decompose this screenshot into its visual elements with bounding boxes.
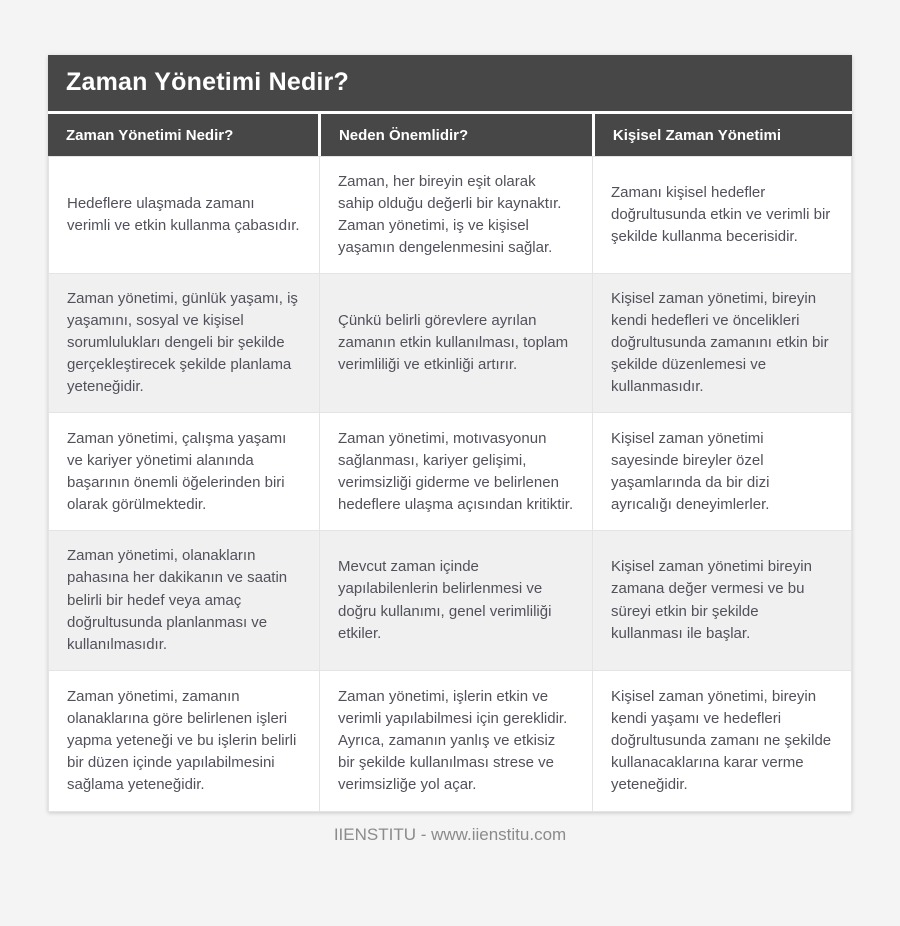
- table-cell: Kişisel zaman yönetimi, bireyin kendi yaşamı ve hedefleri doğrultusunda zamanı ne şekilde kullanacaklarına karar verme yeteneğidir.: [593, 670, 852, 812]
- table-cell: Kişisel zaman yönetimi bireyin zamana değer vermesi ve bu süreyi etkin bir şekilde kullanması ile başlar.: [593, 530, 852, 669]
- time-management-card: [48, 55, 852, 812]
- table-cell: Zaman yönetimi, olanakların pahasına her dakikanın ve saatin belirli bir hedef veya amaç doğrultusunda planlanması ve kullanılmasıdır.: [48, 530, 320, 669]
- table-cell: Zaman yönetimi, çalışma yaşamı ve kariyer yönetimi alanında başarının önemli öğelerinden biri olarak görülmektedir.: [48, 412, 320, 530]
- footer-branding: IIENSTITU - www.iienstitu.com: [333, 824, 567, 844]
- table-cell: Zaman, her bireyin eşit olarak sahip olduğu değerli bir kaynaktır. Zaman yönetimi, iş ve kişisel yaşamın dengelenmesini sağlar.: [320, 156, 593, 273]
- table-row: [48, 670, 852, 812]
- table-cell: Zamanı kişisel hedefler doğrultusunda etkin ve verimli bir şekilde kullanma becerisidir.: [593, 156, 852, 273]
- table-cell: Zaman yönetimi, işlerin etkin ve verimli yapılabilmesi için gereklidir. Ayrıca, zamanın yanlış ve etkisiz bir şekilde kullanılması strese ve verimsizliğe yol açar.: [320, 670, 593, 812]
- page-title: Zaman Yönetimi Nedir?: [48, 55, 852, 111]
- table-row: [48, 412, 852, 530]
- table-cell: Hedeflere ulaşmada zamanı verimli ve etkin kullanma çabasıdır.: [48, 156, 320, 273]
- table-cell: Zaman yönetimi, motıvasyonun sağlanması, kariyer gelişimi, verimsizliği giderme ve belirlenen hedeflere ulaşma açısından kritiktir.: [320, 412, 593, 530]
- column-header-neden-onemlidir: Neden Önemlidir?: [321, 114, 592, 156]
- table-cell: Kişisel zaman yönetimi, bireyin kendi hedefleri ve öncelikleri doğrultusunda zamanını etkin bir şekilde düzenlemesi ve kullanmasıdır.: [593, 273, 852, 412]
- table-cell: Mevcut zaman içinde yapılabilenlerin belirlenmesi ve doğru kullanımı, genel verimliliği etkiler.: [320, 530, 593, 669]
- table-cell: Zaman yönetimi, günlük yaşamı, iş yaşamını, sosyal ve kişisel sorumlulukları dengeli bir şekilde gerçekleştirecek şekilde planlama yeteneğidir.: [48, 273, 320, 412]
- column-header-kisisel-zaman-yonetimi: Kişisel Zaman Yönetimi: [595, 114, 852, 156]
- table-cell: Çünkü belirli görevlere ayrılan zamanın etkin kullanılması, toplam verimliliği ve etkinliği artırır.: [320, 273, 593, 412]
- table-cell: Kişisel zaman yönetimi sayesinde bireyler özel yaşamlarında da bir dizi ayrıcalığı deneyimlerler.: [593, 412, 852, 530]
- table-header-row: [48, 114, 852, 156]
- column-header-zaman-yonetimi-nedir: Zaman Yönetimi Nedir?: [48, 114, 318, 156]
- table-row: [48, 530, 852, 669]
- table-row: [48, 156, 852, 273]
- table-row: [48, 273, 852, 412]
- table-cell: Zaman yönetimi, zamanın olanaklarına göre belirlenen işleri yapma yeteneği ve bu işlerin belirli bir düzen içinde yapılabilmesini sağlama yeteneğidir.: [48, 670, 320, 812]
